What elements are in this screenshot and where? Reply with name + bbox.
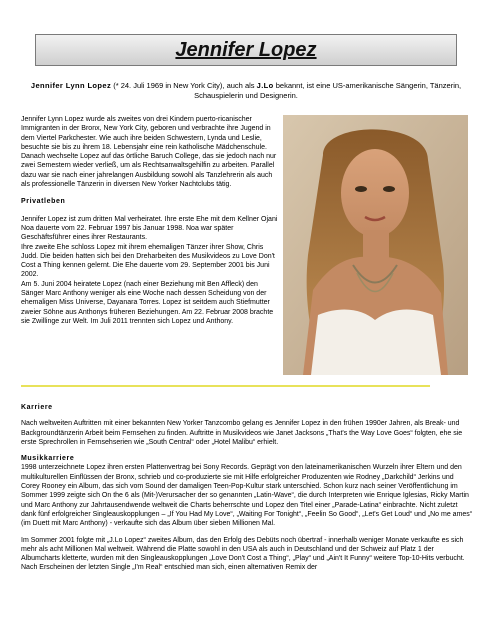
intro-text-2: bekannt, ist eine US-amerikanische Sängerin, Tänzerin, Schauspielerin und Designerin. — [194, 81, 462, 100]
musikkarriere-paragraph-1: 1998 unterzeichnete Lopez ihren ersten Plattenvertrag bei Sony Records. Geprägt von den lateinamerikanischen Wurzeln ihrer Eltern und den multikulturellen Einflüssen der Bronx, schrieb und co-produzierte sie mit Hilfe erfolgreicher Produzenten wie Rodney „Darkchild“ Jerkins und Corey Rooney ein Album, das sich vom Sound der damaligen Teen-Pop-Kultur stark unterschied. Schon kurz nach seiner Veröffentlichung im Sommer 1999 zeigte sich On the 6 als (Mit-)Verursacher der so genannten „Latin-Wave“, die durch Interpreten wie Enrique Iglesias, Ricky Martin und Marc Anthony zur Jahrtausendwende weltweit die Charts beherrschte und Lopez den Titel einer „Parade-Latina“ einbrachte. Nicht zuletzt dank fünf erfolgreicher Singleauskopplungen – „If You Had My Love“, „Waiting For Tonight“, „Feelin So Good“, „Let's Get Loud“ und „No me ames“ (im Duett mit Marc Anthony) - verkaufte sich das Album über sieben Millionen Mal. — [21, 464, 473, 528]
portrait-photo — [283, 115, 468, 375]
privatleben-line-1: Jennifer Lopez ist zum dritten Mal verheiratet. Ihre erste Ehe mit dem Kellner Ojani Noa dauerte vom 22. Februar 1997 bis Januar 1998. Noa war später Geschäftsführer eines ihrer Restaurants. — [21, 215, 278, 242]
page-title: Jennifer Lopez — [175, 38, 317, 61]
section-heading-musikkarriere: Musikkarriere — [21, 455, 75, 463]
intro-paragraph — [26, 81, 466, 101]
privatleben-line-3: Am 5. Juni 2004 heiratete Lopez (nach einer Beziehung mit Ben Affleck) den Sänger Marc Anthony weniger als eine Woche nach dessen Scheidung von der ehemaligen Miss Universe, Dayanara Torres. Lopez ist seitdem auch Stiefmutter zweier Söhne aus Anthonys früheren Beziehungen. Am 22. Februar 2008 brachte sie Zwillinge zur Welt. Im Juli 2011 trennten sich Lopez und Anthony. — [21, 280, 274, 325]
intro-alias: J.Lo — [256, 81, 274, 90]
section-divider — [21, 385, 430, 387]
intro-text-1: (* 24. Juli 1969 in New York City), auch als — [111, 81, 257, 90]
portrait-image — [283, 115, 468, 375]
section-heading-karriere: Karriere — [21, 404, 53, 411]
musikkarriere-paragraph-2: Im Sommer 2001 folgte mit „J.Lo Lopez“ zweites Album, das den Erfolg des Debüts noch übertraf - innerhalb weniger Monate verkaufte es sich mehr als acht Millionen Mal weltweit. Während die Platte sowohl in den USA als auch in Deutschland und der Schweiz auf Platz 1 der Albumcharts kletterte, wurden mit den Singleauskopplungen „Love Don't Cost a Thing“, „Play“ und „Ain't It Funny“ weitere Top-10-Hits verbucht. Nach Erscheinen der letzten Single „I'm Real“ entschied man sich, einen alternativen Remix der — [21, 536, 465, 572]
left-column — [21, 115, 279, 326]
title-box — [35, 34, 457, 66]
karriere-paragraph: Nach weltweiten Auftritten mit einer bekannten New Yorker Tanzcombo gelang es Jennifer Lopez in den frühen 1990er Jahren, als Break- und Backgroundtänzerin Arbeit beim Fernsehen zu finden. Auftritte in Musikvideos wie Janet Jacksons „That's the Way Love Goes“ folgten, ehe sie erste Sprechrollen in Fernsehserien wie „South Central“ oder „Hotel Malibu“ erhielt. — [21, 420, 463, 446]
intro-name: Jennifer Lynn Lopez — [30, 81, 112, 90]
privatleben-line-2: Ihre zweite Ehe schloss Lopez mit ihrem ehemaligen Tänzer ihrer Show, Chris Judd. Die beiden hatten sich bei den Dreharbeiten des Musikvideos zu Love Don't Cost a Thing kennen gelernt. Die Ehe dauerte vom 29. September 2001 bis Juni 2002. — [21, 243, 275, 279]
biography-paragraph: Jennifer Lynn Lopez wurde als zweites von drei Kindern puerto-ricanischer Immigranten in der Bronx, New York City, geboren und verbrachte ihre Jugend in dem Viertel Parkchester. Wie auch ihre beiden Schwestern, Lynda und Leslie, besuchte sie bis zu ihrem 18. Lebensjahr eine rein katholische Mädchenschule. Danach wechselte Lopez auf das örtliche Baruch College, das sie jedoch nach nur zwei Semestern wieder verließ, um als Rechtsanwaltsgehilfin zu arbeiten. Parallel dazu war sie nach einer jahrelangen Ausbildung sowohl als Tanzlehrerin als auch als professionelle Tänzerin in diversen New Yorker Nachtclubs tätig. — [21, 116, 277, 189]
section-heading-privatleben: Privatleben — [21, 198, 66, 206]
bottom-section — [21, 403, 473, 580]
